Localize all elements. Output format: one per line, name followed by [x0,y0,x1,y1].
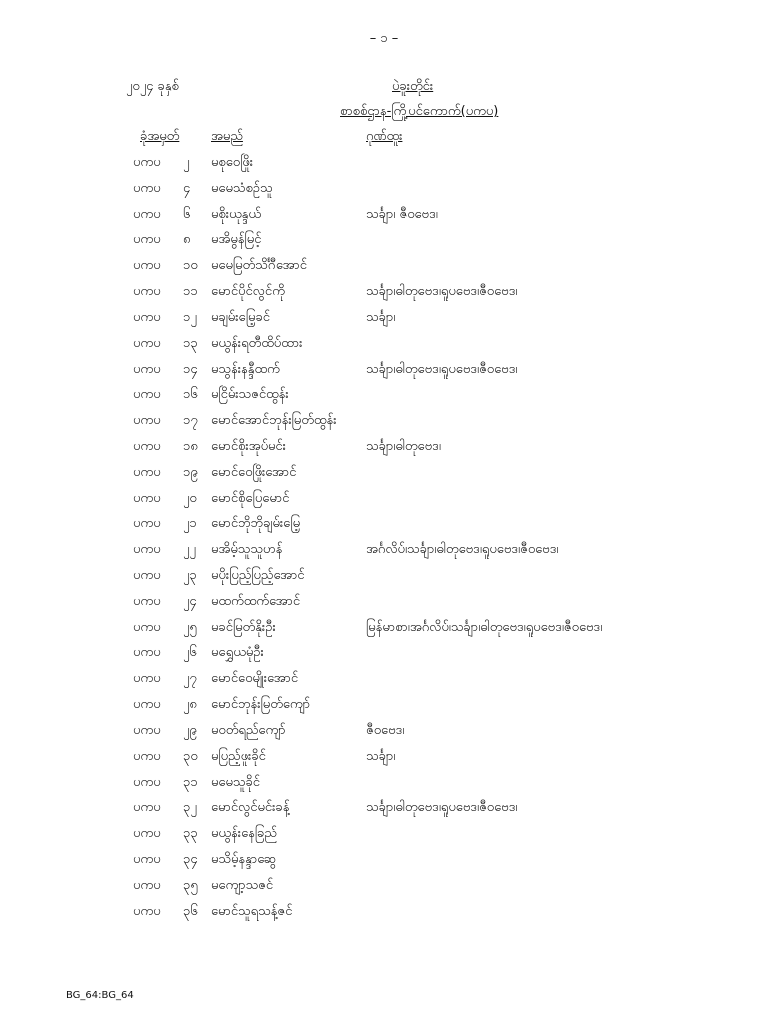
student-name: မပိုးပြည့်ပြည့်အောင် [211,568,305,583]
roll-number: ၂၅ [183,619,197,635]
roll-prefix: ပကပ [133,851,161,867]
table-row [0,718,768,744]
student-name: မသိမ့်နန္ဒာဆွေ [211,851,277,867]
student-name: မယွန်းနေခြည် [211,826,277,842]
student-name: မောင်ဝေမျိုးအောင် [211,671,299,687]
roll-number: ၃၂ [183,800,197,816]
roll-prefix: ပကပ [133,877,161,893]
roll-prefix: ပကပ [133,619,161,635]
table-row [0,692,768,718]
student-name: မကျော့သဇင် [211,877,274,893]
roll-prefix: ပကပ [133,645,161,661]
distinction-subjects: သင်္ချာ၊ ဇီဝဗေဒ၊ [366,206,438,222]
column-header-distinction: ဂုဏ်ထူး [366,129,403,144]
table-row [0,589,768,615]
table-row [0,150,768,176]
roll-number: ၂၄ [183,593,197,609]
roll-number: ၁၄ [183,361,198,377]
roll-prefix: ပကပ [133,903,161,919]
roll-prefix: ပကပ [133,309,161,325]
table-row [0,408,768,434]
student-name: မောင်စိုပြေမောင် [211,490,290,506]
roll-prefix: ပကပ [133,697,161,713]
student-name: မမေသူခိုင် [211,774,261,790]
roll-number: ၃၄ [183,851,198,867]
student-name: မမေသံစဉ်သူ [211,180,273,196]
student-name: မောင်ဘိုဘိုချမ်းမြေ့ [211,516,301,532]
roll-number: ၂၉ [183,722,197,738]
roll-number: ၃၆ [183,903,198,919]
roll-prefix: ပကပ [133,671,161,687]
student-name: မောင်သူရသန့်ဇင် [211,903,293,919]
roll-number: ၄ [183,180,191,196]
results-list [0,150,768,924]
roll-prefix: ပကပ [133,180,161,196]
roll-number: ၆ [183,206,191,222]
table-row [0,563,768,589]
student-name: မအိမွန်မြင့် [211,232,262,248]
distinction-subjects: သင်္ချာ၊ဓါတုဗေဒ၊ [366,438,441,454]
table-row [0,666,768,692]
roll-number: ၁၃ [183,335,198,351]
region-title: ပဲခူးတိုင်း [392,79,434,94]
roll-prefix: ပကပ [133,568,161,583]
roll-prefix: ပကပ [133,232,161,248]
distinction-subjects: ဇီဝဗေဒ၊ [366,722,405,738]
student-name: မောင်ဝေဖြိုးအောင် [211,464,297,480]
roll-number: ၃၁ [183,774,198,790]
roll-number: ၂၇ [183,671,197,687]
table-row [0,460,768,486]
roll-number: ၂၆ [183,645,197,661]
roll-prefix: ပကပ [133,722,161,738]
student-name: မောင်လွင်မင်းခန့် [211,800,290,816]
student-name: မခင်မြတ်နိုးဦး [211,619,276,635]
roll-prefix: ပကပ [133,413,161,429]
roll-prefix: ပကပ [133,516,161,532]
roll-number: ၁၈ [183,438,198,454]
student-name: မချမ်းမြေ့ခင် [211,309,270,325]
table-row [0,744,768,770]
student-name: မရွှေယမုံဦး [211,645,264,661]
student-name: မပြည့်ဖူးခိုင် [211,748,266,764]
student-name: မထက်ထက်အောင် [211,593,301,609]
student-name: မဝတ်ရည်ကျော် [211,722,286,738]
student-name: မောင်ပိုင်လွင်ကို [211,284,285,300]
roll-number: ၈ [183,232,191,248]
table-row [0,434,768,460]
roll-number: ၂ [183,155,190,170]
table-row [0,176,768,202]
roll-prefix: ပကပ [133,387,161,403]
distinction-subjects: သင်္ချာ၊ [366,309,396,325]
table-row [0,279,768,305]
column-header-name: အမည် [211,129,243,144]
roll-number: ၂၈ [183,697,197,713]
roll-prefix: ပကပ [133,800,161,816]
table-row [0,357,768,383]
footer-code: BG_64:BG_64 [66,990,134,1001]
roll-prefix: ပကပ [133,258,161,274]
student-name: မမေမြတ်သိင်္ဂီအောင် [211,258,307,274]
roll-prefix: ပကပ [133,774,161,790]
table-row [0,305,768,331]
roll-prefix: ပကပ [133,155,161,170]
roll-prefix: ပကပ [133,284,161,300]
student-name: မသွန်းနန္ဒီထက် [211,361,280,377]
table-row [0,821,768,847]
roll-prefix: ပကပ [133,542,161,558]
table-row [0,253,768,279]
roll-number: ၃၀ [183,748,198,764]
page-number: – ၁ – [369,31,399,46]
distinction-subjects: သင်္ချာ၊ဓါတုဗေဒ၊ရူပဗေဒ၊ဇီဝဗေဒ၊ [366,284,518,300]
distinction-subjects: သင်္ချာ၊ဓါတုဗေဒ၊ရူပဗေဒ၊ဇီဝဗေဒ၊ [366,361,518,377]
table-row [0,795,768,821]
student-name: မောင်ဘုန်းမြတ်ကျော် [211,697,311,713]
table-row [0,202,768,228]
distinction-subjects: သင်္ချာ၊ [366,748,396,764]
distinction-subjects: အင်္ဂလိပ်၊သင်္ချာ၊ဓါတုဗေဒ၊ရူပဗေဒ၊ဇီဝဗေဒ၊ [366,542,559,558]
table-row [0,770,768,796]
roll-prefix: ပကပ [133,206,161,222]
roll-number: ၁၇ [183,413,198,429]
roll-prefix: ပကပ [133,748,161,764]
roll-number: ၁၁ [183,284,198,300]
roll-number: ၁၀ [183,258,198,274]
roll-prefix: ပကပ [133,464,161,480]
roll-number: ၁၂ [183,309,197,325]
table-row [0,227,768,253]
roll-prefix: ပကပ [133,438,161,454]
roll-prefix: ပကပ [133,490,161,506]
roll-prefix: ပကပ [133,335,161,351]
student-name: မယွန်းရတီထိပ်ထား [211,335,303,351]
student-name: မစုဝေဖြိုး [211,155,254,170]
exam-center-title: စာစစ်ဌာန-ကြို့ပင်ကောက်(ပကပ) [340,104,499,119]
roll-number: ၁၉ [183,464,198,480]
student-name: မစိုးယုန္ဒယ် [211,206,261,222]
roll-prefix: ပကပ [133,361,161,377]
roll-number: ၂၃ [183,568,197,583]
roll-number: ၂၁ [183,516,197,532]
roll-number: ၁၆ [183,387,198,403]
table-row [0,847,768,873]
table-row [0,537,768,563]
distinction-subjects: သင်္ချာ၊ဓါတုဗေဒ၊ရူပဗေဒ၊ဇီဝဗေဒ၊ [366,800,518,816]
exam-year: ၂၀၂၄ ခုနှစ် [126,79,179,94]
distinction-subjects: မြန်မာစာ၊အင်္ဂလိပ်၊သင်္ချာ၊ဓါတုဗေဒ၊ရူပဗေဒ၊ဇီဝဗေဒ၊ [366,619,603,635]
table-row [0,511,768,537]
roll-number: ၃၃ [183,826,198,842]
roll-number: ၃၅ [183,877,198,893]
column-header-roll: ခုံအမှတ် [140,129,180,144]
roll-prefix: ပကပ [133,593,161,609]
table-row [0,899,768,925]
roll-prefix: ပကပ [133,826,161,842]
table-row [0,615,768,641]
table-row [0,486,768,512]
table-row [0,873,768,899]
roll-number: ၂၂ [183,542,196,558]
student-name: မငြိမ်းသဇင်ထွန်း [211,387,289,403]
roll-number: ၂၀ [183,490,197,506]
student-name: မအိမ့်သူသူဟန် [211,542,283,558]
student-name: မောင်စိုးအုပ်မင်း [211,438,286,454]
table-row [0,331,768,357]
table-row [0,382,768,408]
table-row [0,640,768,666]
student-name: မောင်အောင်ဘုန်းမြတ်ထွန်း [211,413,337,429]
